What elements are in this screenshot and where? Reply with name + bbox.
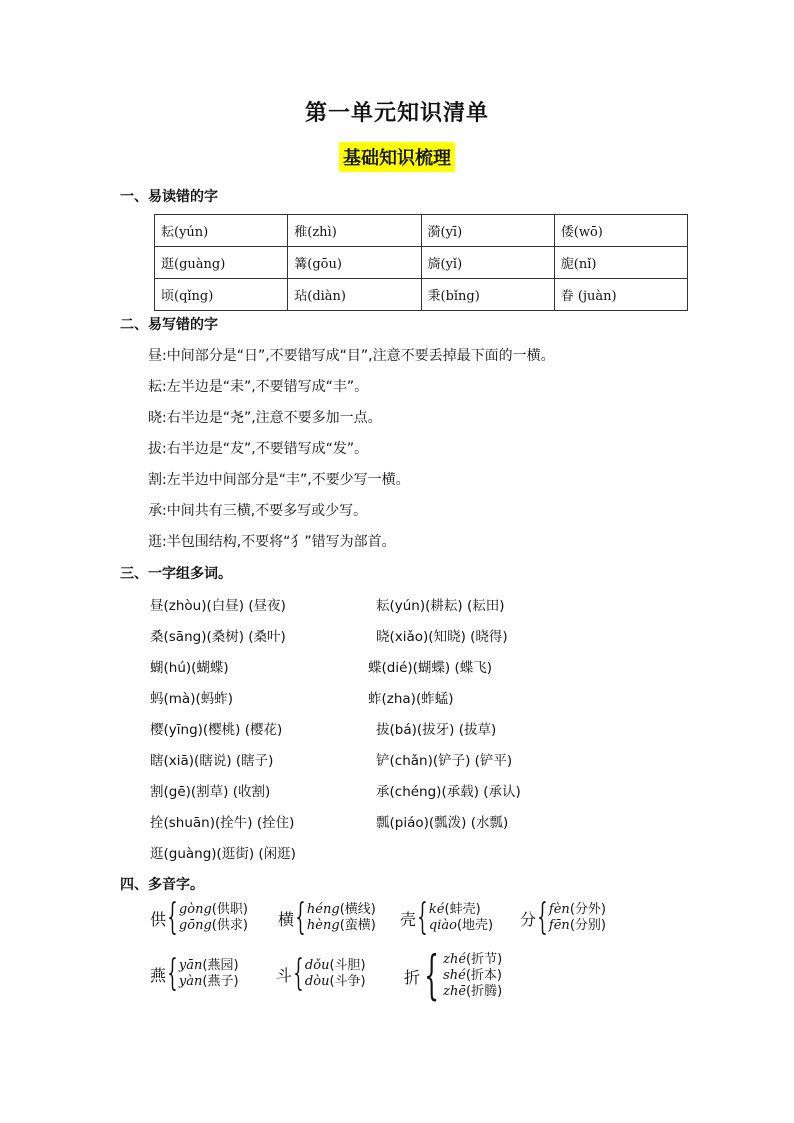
polyphone-char: 壳 — [400, 909, 417, 929]
example-word: (燕子) — [202, 974, 239, 989]
polyphone-char: 分 — [520, 909, 537, 929]
polyphone-gong — [150, 897, 248, 938]
polyphone-char: 折 — [404, 967, 421, 987]
word-group: 樱(yīng)(樱桃) (樱花) — [150, 722, 283, 738]
polyphone-char: 供 — [150, 909, 167, 929]
note-line: 昼:中间部分是“日”,不要错写成“目”,注意不要丢掉最下面的一横。 — [148, 348, 555, 364]
table-cell: 旎(nǐ) — [554, 247, 687, 279]
table-cell: 倭(wō) — [554, 215, 687, 247]
word-group: 拔(bá)(拔牙) (拔草) — [376, 722, 497, 738]
example-word: (分别) — [569, 918, 606, 933]
word-group: 承(chéng)(承载) (承认) — [376, 784, 521, 800]
note-line: 割:左半边中间部分是“丰”,不要少写一横。 — [148, 472, 410, 488]
section-banner: 基础知识梳理 — [339, 142, 455, 172]
word-group: 蝶(dié)(蝴蝶) (蝶飞) — [368, 660, 493, 676]
page-title: 第一单元知识清单 — [304, 101, 489, 126]
brace-icon: { — [167, 897, 178, 938]
note-line: 承:中间共有三横,不要多写或少写。 — [148, 503, 368, 519]
pinyin: héng — [306, 902, 340, 917]
table-cell: 玷(diàn) — [288, 279, 421, 311]
note-line: 晓:右半边是“尧”,注意不要多加一点。 — [148, 410, 382, 426]
word-group: 昼(zhòu)(白昼) (昼夜) — [150, 598, 286, 614]
example-word: (地壳) — [456, 918, 494, 933]
brace-icon: { — [293, 953, 304, 994]
polyphone-heng — [278, 897, 376, 938]
polyphone-char: 斗 — [276, 965, 293, 985]
polyphone-dou — [276, 953, 366, 994]
brace-icon: { — [417, 897, 428, 938]
example-word: (供职) — [211, 902, 248, 917]
heading-polyphones: 四、多音字。 — [120, 877, 204, 893]
example-word: (分外) — [569, 902, 606, 917]
pinyin: ké — [428, 902, 445, 917]
pinyin: zhé — [443, 952, 467, 967]
pinyin: shé — [443, 968, 466, 983]
example-word: (折本) — [465, 968, 503, 983]
word-group: 晓(xiǎo)(知晓) (晓得) — [376, 629, 508, 645]
pinyin: zhē — [443, 984, 467, 999]
pinyin: yān — [178, 958, 203, 973]
table-cell: 耘(yún) — [155, 215, 288, 247]
pinyin: gòng — [178, 902, 212, 917]
word-group: 桑(sāng)(桑树) (桑叶) — [150, 629, 286, 645]
word-group: 割(gē)(割草) (收割) — [150, 784, 271, 800]
table-cell: 旖(yǐ) — [421, 247, 554, 279]
pinyin: fēn — [548, 918, 570, 933]
note-line: 拔:右半边是“犮”,不要错写成“发”。 — [148, 441, 369, 457]
heading-miswrite: 二、易写错的字 — [120, 317, 218, 333]
polyphone-char: 横 — [278, 909, 295, 929]
note-line: 耘:左半边是“耒”,不要错写成“丰”。 — [148, 379, 369, 395]
heading-misread: 一、易读错的字 — [120, 189, 218, 205]
heading-word-groups: 三、一字组多词。 — [120, 566, 232, 582]
brace-icon: { — [537, 897, 548, 938]
polyphone-yan — [150, 953, 239, 994]
table-cell: 眷 (juàn) — [554, 279, 687, 311]
table-row — [155, 279, 688, 311]
table-row — [155, 215, 688, 247]
pinyin: gōng — [178, 918, 212, 933]
example-word: (蚌壳) — [444, 902, 481, 917]
word-group: 耘(yún)(耕耘) (耘田) — [376, 598, 505, 614]
note-line: 逛:半包围结构,不要将“犭”错写为部首。 — [148, 534, 396, 550]
misread-table — [154, 214, 688, 311]
pinyin: hèng — [306, 918, 340, 933]
example-word: (折腾) — [466, 984, 503, 999]
table-cell: 逛(guàng) — [155, 247, 288, 279]
brace-icon: { — [295, 897, 306, 938]
word-group: 蝴(hú)(蝴蝶) — [150, 660, 229, 676]
example-word: (斗胆) — [329, 958, 366, 973]
pinyin: yàn — [178, 974, 203, 989]
table-cell: 漪(yī) — [421, 215, 554, 247]
brace-icon: { — [167, 953, 178, 994]
polyphone-char: 燕 — [150, 965, 167, 985]
table-cell: 秉(bǐng) — [421, 279, 554, 311]
polyphone-ke — [400, 897, 494, 938]
table-row — [155, 247, 688, 279]
table-cell: 篝(gōu) — [288, 247, 421, 279]
pinyin: dǒu — [304, 958, 330, 973]
table-cell: 顷(qǐng) — [155, 279, 288, 311]
polyphone-zhe — [404, 946, 503, 1006]
example-word: (折节) — [466, 952, 503, 967]
brace-icon: { — [424, 946, 440, 1006]
word-group: 铲(chǎn)(铲子) (铲平) — [376, 753, 513, 769]
word-group: 蚂(mà)(蚂蚱) — [150, 691, 233, 707]
example-word: (横线) — [339, 902, 376, 917]
polyphone-fen — [520, 897, 606, 938]
word-group: 拴(shuān)(拴牛) (拴住) — [150, 815, 295, 831]
example-word: (蛮横) — [339, 918, 376, 933]
example-word: (斗争) — [329, 974, 366, 989]
word-group: 逛(guàng)(逛街) (闲逛) — [150, 846, 296, 862]
pinyin: qiào — [428, 918, 457, 933]
example-word: (燕园) — [202, 958, 239, 973]
word-group: 蚱(zha)(蚱蜢) — [368, 691, 454, 707]
table-cell: 稚(zhì) — [288, 215, 421, 247]
pinyin: fèn — [548, 902, 570, 917]
example-word: (供求) — [211, 918, 248, 933]
pinyin: dòu — [304, 974, 330, 989]
word-group: 瓢(piáo)(瓢泼) (水瓢) — [376, 815, 509, 831]
word-group: 瞎(xiā)(瞎说) (瞎子) — [150, 753, 274, 769]
